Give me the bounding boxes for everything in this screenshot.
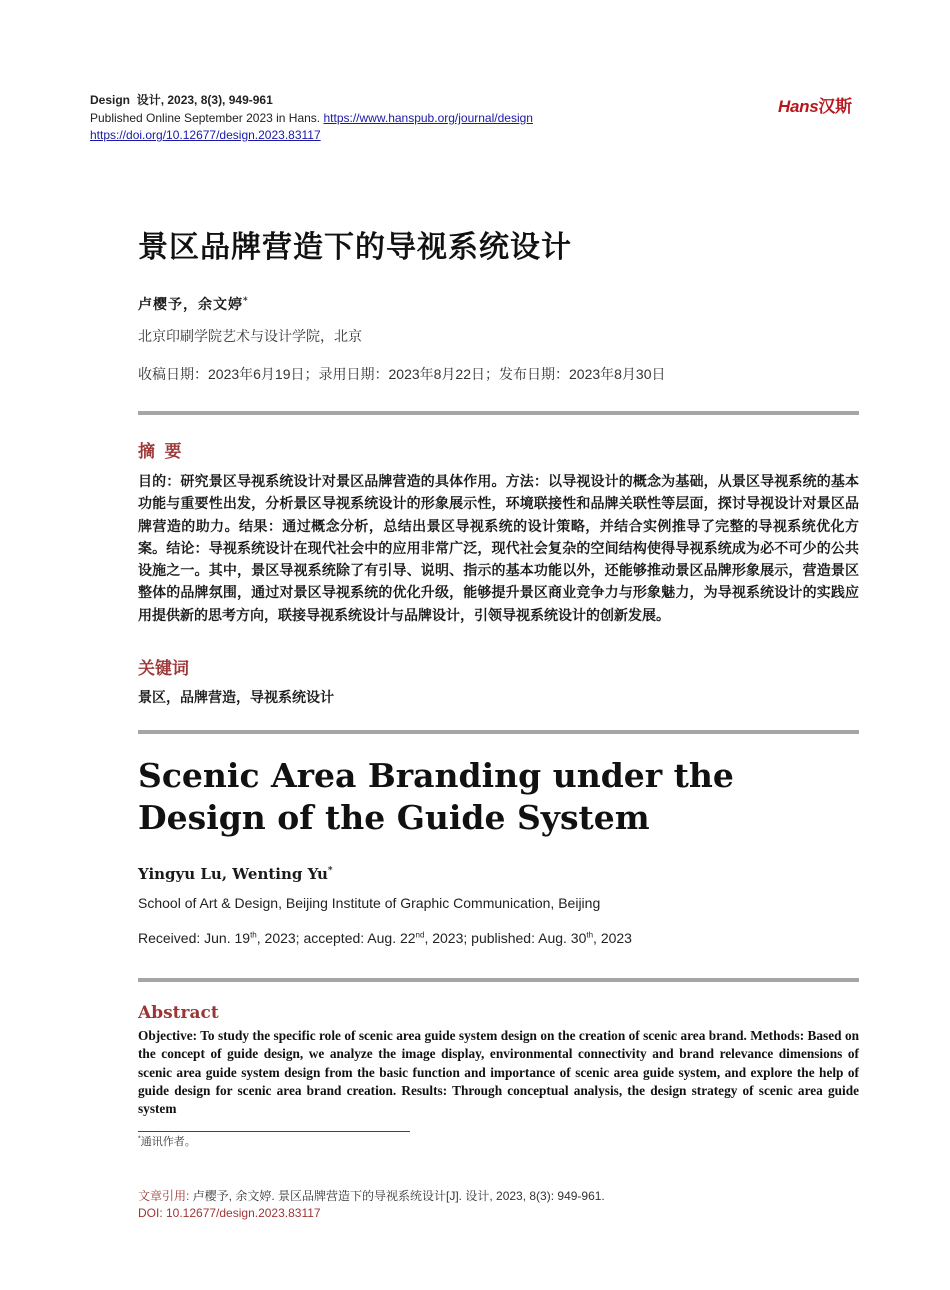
accepted-date: , 2023; accepted: Aug. 22	[256, 930, 416, 946]
abstract-heading-chinese: 摘 要	[138, 442, 182, 461]
dates-chinese: 收稿日期：2023年6月19日；录用日期：2023年8月22日；发布日期：2023年8月30日	[138, 366, 666, 382]
keywords-heading-chinese: 关键词	[138, 659, 189, 678]
hans-logo-chinese: 汉斯	[818, 97, 852, 116]
authors-english	[138, 865, 333, 883]
authors-chinese-names: 卢樱予，余文婷	[138, 297, 243, 313]
article-citation	[138, 1187, 605, 1204]
citation-text: 卢樱予, 余文婷. 景区品牌营造下的导视系统设计[J]. 设计, 2023, 8(3): 949-961.	[189, 1189, 605, 1203]
title-chinese: 景区品牌营造下的导视系统设计	[138, 231, 572, 264]
footnote	[138, 1133, 196, 1149]
footnote-mark: *	[138, 1135, 141, 1143]
divider-middle	[138, 730, 859, 734]
hans-logo-latin: Hans	[778, 97, 819, 116]
doi-line	[90, 128, 321, 143]
dates-english	[138, 930, 632, 946]
hans-logo[interactable]	[778, 92, 852, 117]
abstract-heading-english: Abstract	[138, 1003, 219, 1023]
journal-volume: 设计, 2023, 8(3), 949-961	[136, 93, 273, 107]
citation-doi: DOI: 10.12677/design.2023.83117	[138, 1206, 321, 1220]
divider-lower	[138, 978, 859, 982]
keywords-chinese: 景区，品牌营造，导视系统设计	[138, 689, 334, 705]
affiliation-chinese: 北京印刷学院艺术与设计学院，北京	[138, 328, 362, 344]
abstract-text-chinese: 目的：研究景区导视系统设计对景区品牌营造的具体作用。方法：以导视设计的概念为基础，从景区导视系统的基本功能与重要性出发，分析景区导视系统设计的形象展示性，环境联接性和品牌关联性等层面，探讨导视设计对景区品牌营造的助力。结果：通过概念分析，总结出景区导视系统的设计策略，并结合实例推导了完整的导视系统优化方案。结论：导视系统设计在现代社会中的应用非常广泛，现代社会复杂的空间结构使得导视系统成为必不可少的公共设施之一。其中，景区导视系统除了有引导、说明、指示的基本功能以外，还能够推动景区品牌形象展示，营造景区整体的品牌氛围，通过对景区导视系统的优化升级，能够提升景区商业竞争力与形象魅力，为导视系统设计的实践应用提供新的思考方向，联接导视系统设计与品牌设计，引领导视系统设计的创新发展。	[138, 473, 859, 623]
abstract-text-english: Objective: To study the specific role of scenic area guide system design on the creation of scenic area brand. Methods: Based on the concept of guide design, we analyze the image display, environmental connectivity and brand relevance dimensions of scenic area guide system design from the basic function and importance of scenic area guide system, and explore the help of guide design for scenic area brand creation. Results: Through conceptual analysis, the design strategy of scenic area guide system	[138, 1028, 859, 1117]
received-date: Received: Jun. 19	[138, 930, 251, 946]
corresponding-mark-en: *	[327, 866, 333, 876]
doi-url-link[interactable]: https://doi.org/10.12677/design.2023.83117	[90, 128, 321, 142]
published-year: , 2023	[593, 930, 632, 946]
affiliation-english: School of Art & Design, Beijing Institute of Graphic Communication, Beijing	[138, 895, 601, 911]
published-online-line	[90, 111, 533, 126]
footnote-text: 通讯作者。	[140, 1136, 196, 1148]
title-english: Scenic Area Branding under the Design of the Guide System	[138, 756, 734, 837]
accepted-sup: nd	[415, 930, 425, 940]
published-text: Published Online September 2023 in Hans.	[90, 111, 321, 125]
published-sup: th	[586, 930, 594, 940]
footnote-rule	[138, 1131, 410, 1132]
citation-label: 文章引用:	[138, 1189, 190, 1203]
authors-english-names: Yingyu Lu, Wenting Yu	[138, 865, 328, 883]
corresponding-mark: *	[243, 296, 249, 307]
published-date: , 2023; published: Aug. 30	[424, 930, 587, 946]
journal-name: Design	[90, 93, 131, 107]
authors-chinese	[138, 294, 249, 314]
journal-citation-line	[90, 93, 273, 108]
journal-url-link[interactable]: https://www.hanspub.org/journal/design	[323, 111, 533, 125]
divider-top	[138, 411, 859, 415]
received-sup: th	[250, 930, 257, 940]
